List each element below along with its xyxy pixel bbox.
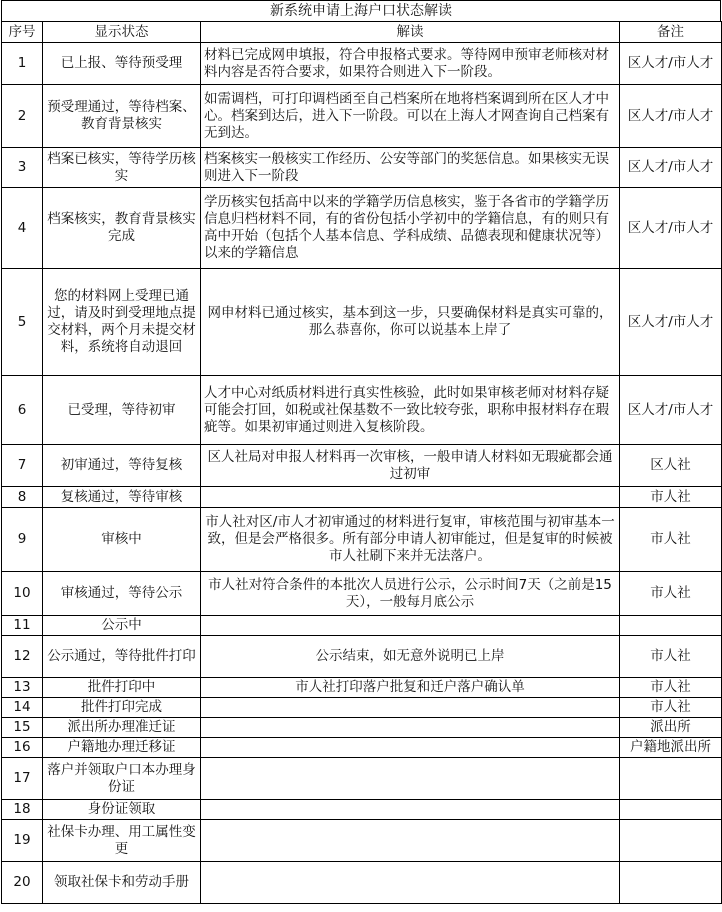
row-number: 5	[2, 269, 43, 376]
row-status: 已受理，等待初审	[43, 376, 201, 445]
row-remark: 区人才/市人才	[620, 188, 722, 269]
row-number: 13	[2, 678, 43, 698]
row-status: 派出所办理准迁证	[43, 718, 201, 738]
row-number: 8	[2, 487, 43, 508]
table-row	[2, 188, 722, 269]
row-status: 档案已核实，等待学历核实	[43, 148, 201, 188]
row-explanation: 市人社对区/市人才初审通过的材料进行复审，审核范围与初审基本一致，但是会严格很多。所有部分申请人初审能过，但是复审的时候被市人社刷下来并无法落户。	[201, 508, 620, 572]
table-row	[2, 758, 722, 800]
row-number: 2	[2, 85, 43, 148]
header-row	[2, 22, 722, 43]
table-row	[2, 800, 722, 820]
row-status: 批件打印中	[43, 678, 201, 698]
row-status: 初审通过，等待复核	[43, 445, 201, 487]
table-row	[2, 148, 722, 188]
table-row	[2, 718, 722, 738]
row-explanation	[201, 616, 620, 636]
status-document	[1, 0, 721, 904]
row-status: 社保卡办理、用工属性变更	[43, 820, 201, 862]
table-row	[2, 376, 722, 445]
table-row	[2, 508, 722, 572]
row-status: 批件打印完成	[43, 698, 201, 718]
row-remark	[620, 616, 722, 636]
row-number: 12	[2, 636, 43, 678]
row-remark: 市人社	[620, 678, 722, 698]
row-explanation: 区人社局对申报人材料再一次审核，一般申请人材料如无瑕疵都会通过初审	[201, 445, 620, 487]
row-number: 19	[2, 820, 43, 862]
table-row	[2, 487, 722, 508]
row-number: 9	[2, 508, 43, 572]
row-remark	[620, 800, 722, 820]
row-remark: 户籍地派出所	[620, 738, 722, 758]
row-number: 3	[2, 148, 43, 188]
row-status: 户籍地办理迁移证	[43, 738, 201, 758]
row-remark	[620, 758, 722, 800]
row-status: 审核通过，等待公示	[43, 572, 201, 616]
row-explanation: 档案核实一般核实工作经历、公安等部门的奖惩信息。如果核实无误则进入下一阶段	[201, 148, 620, 188]
row-remark: 区人才/市人才	[620, 85, 722, 148]
row-status: 复核通过，等待审核	[43, 487, 201, 508]
header-explanation: 解读	[201, 22, 620, 43]
row-explanation	[201, 862, 620, 904]
row-explanation: 人才中心对纸质材料进行真实性核验，此时如果审核老师对材料存疑可能会打回，如税或社保基数不一致比较夸张，职称申报材料存在瑕疵等。如果初审通过则进入复核阶段。	[201, 376, 620, 445]
row-number: 7	[2, 445, 43, 487]
header-number: 序号	[2, 22, 43, 43]
table-row	[2, 636, 722, 678]
row-explanation	[201, 738, 620, 758]
row-explanation	[201, 820, 620, 862]
table-row	[2, 572, 722, 616]
table-row	[2, 738, 722, 758]
row-explanation: 如需调档，可打印调档函至自己档案所在地将档案调到所在区人才中心。档案到达后，进入下一阶段。可以在上海人才网查询自己档案有无到达。	[201, 85, 620, 148]
row-status: 领取社保卡和劳动手册	[43, 862, 201, 904]
table-row	[2, 820, 722, 862]
row-remark: 市人社	[620, 508, 722, 572]
row-explanation: 学历核实包括高中以来的学籍学历信息核实，鉴于各省市的学籍学历信息归档材料不同，有的省份包括小学初中的学籍信息，有的则只有高中开始（包括个人基本信息、学科成绩、品德表现和健康状况等）以来的学籍信息	[201, 188, 620, 269]
row-status: 公示通过，等待批件打印	[43, 636, 201, 678]
row-number: 10	[2, 572, 43, 616]
table-row	[2, 445, 722, 487]
row-status: 落户并领取户口本办理身份证	[43, 758, 201, 800]
table-row	[2, 269, 722, 376]
row-status: 身份证领取	[43, 800, 201, 820]
table-row	[2, 698, 722, 718]
row-number: 20	[2, 862, 43, 904]
row-remark: 区人才/市人才	[620, 43, 722, 85]
row-number: 17	[2, 758, 43, 800]
header-status: 显示状态	[43, 22, 201, 43]
row-remark: 区人才/市人才	[620, 148, 722, 188]
row-explanation: 网申材料已通过核实，基本到这一步，只要确保材料是真实可靠的，那么恭喜你，你可以说基本上岸了	[201, 269, 620, 376]
row-explanation	[201, 800, 620, 820]
table-row	[2, 43, 722, 85]
row-remark: 市人社	[620, 487, 722, 508]
table-row	[2, 616, 722, 636]
status-table	[1, 21, 722, 904]
row-status: 已上报、等待预受理	[43, 43, 201, 85]
row-status: 预受理通过，等待档案、教育背景核实	[43, 85, 201, 148]
row-status: 审核中	[43, 508, 201, 572]
row-remark	[620, 862, 722, 904]
row-number: 6	[2, 376, 43, 445]
row-remark: 区人才/市人才	[620, 376, 722, 445]
row-explanation	[201, 487, 620, 508]
row-number: 11	[2, 616, 43, 636]
row-explanation	[201, 718, 620, 738]
row-explanation: 材料已完成网申填报，符合申报格式要求。等待网申预审老师核对材料内容是否符合要求，如果符合则进入下一阶段。	[201, 43, 620, 85]
row-remark: 区人才/市人才	[620, 269, 722, 376]
row-explanation: 市人社打印落户批复和迁户落户确认单	[201, 678, 620, 698]
row-number: 4	[2, 188, 43, 269]
row-explanation: 市人社对符合条件的本批次人员进行公示，公示时间7天（之前是15天），一般每月底公示	[201, 572, 620, 616]
row-status: 档案核实，教育背景核实完成	[43, 188, 201, 269]
row-explanation	[201, 698, 620, 718]
row-number: 15	[2, 718, 43, 738]
row-remark: 派出所	[620, 718, 722, 738]
row-remark: 区人社	[620, 445, 722, 487]
row-remark	[620, 820, 722, 862]
row-number: 18	[2, 800, 43, 820]
row-remark: 市人社	[620, 572, 722, 616]
row-explanation	[201, 758, 620, 800]
row-status: 公示中	[43, 616, 201, 636]
table-row	[2, 85, 722, 148]
row-number: 1	[2, 43, 43, 85]
row-remark: 市人社	[620, 636, 722, 678]
row-number: 16	[2, 738, 43, 758]
row-explanation: 公示结束，如无意外说明已上岸	[201, 636, 620, 678]
table-row	[2, 862, 722, 904]
header-remark: 备注	[620, 22, 722, 43]
table-row	[2, 678, 722, 698]
row-number: 14	[2, 698, 43, 718]
document-title: 新系统申请上海户口状态解读	[1, 0, 721, 21]
row-remark: 市人社	[620, 698, 722, 718]
row-status: 您的材料网上受理已通过，请及时到受理地点提交材料，两个月未提交材料，系统将自动退回	[43, 269, 201, 376]
